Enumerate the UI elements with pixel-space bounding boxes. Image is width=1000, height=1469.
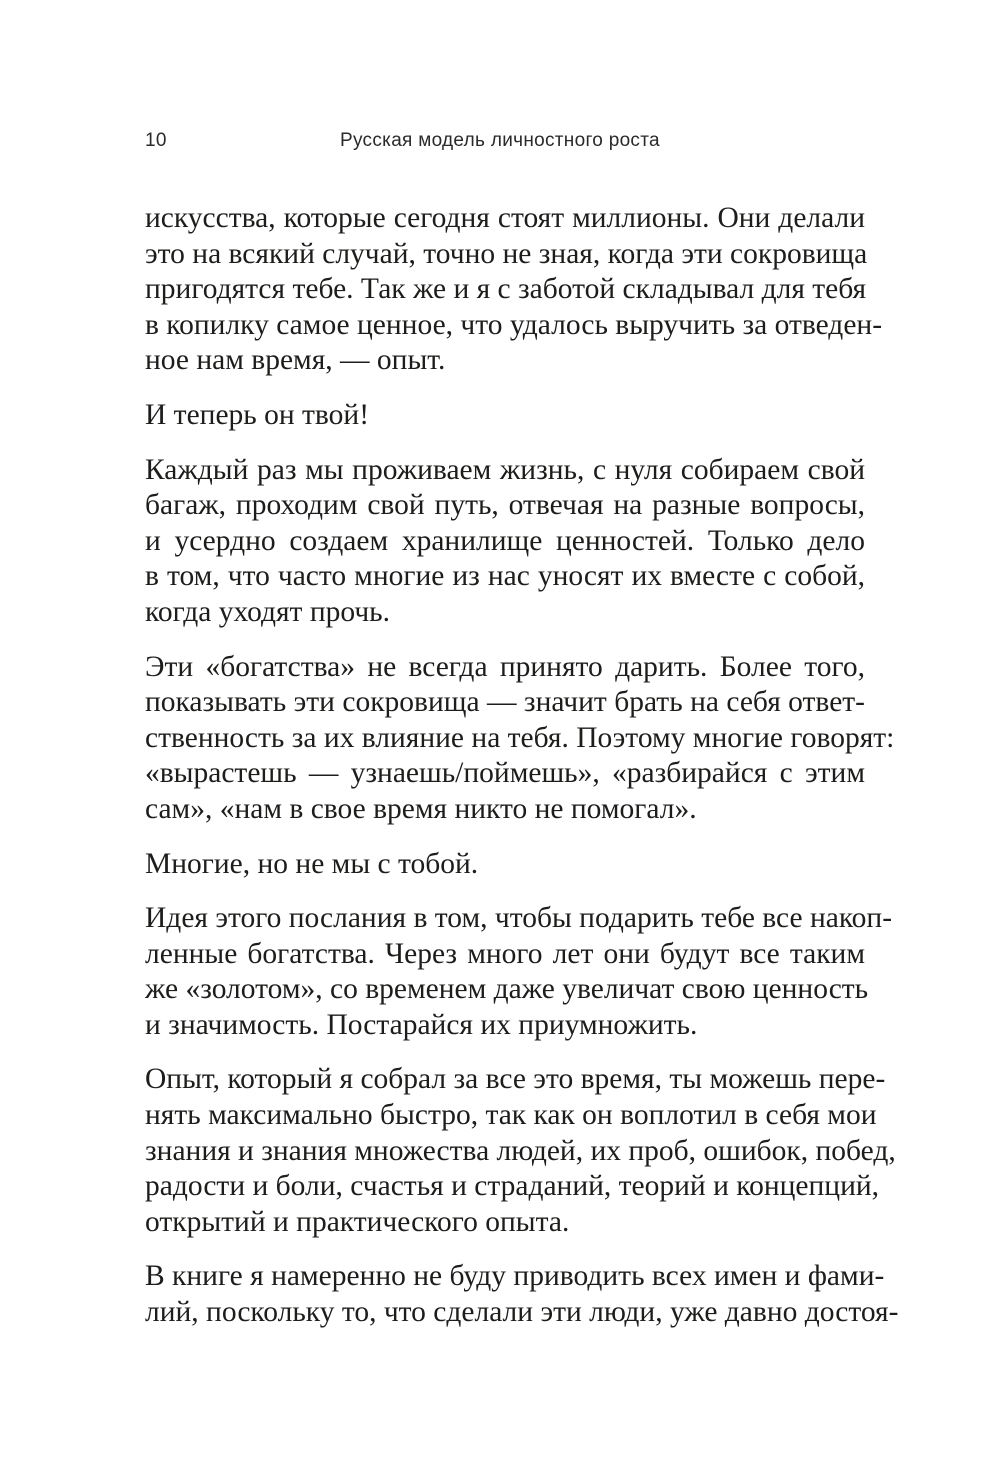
running-head [145, 130, 865, 160]
paragraph [145, 453, 865, 631]
text-line: ное нам время, — опыт. [145, 344, 446, 377]
text-line: Каждый раз мы проживаем жизнь, с нуля собираем свой [145, 453, 865, 486]
text-line: Эти «богатства» не всегда принято дарить. Более того, [145, 650, 865, 683]
paragraph [145, 847, 865, 883]
text-line: открытий и практического опыта. [145, 1205, 570, 1238]
body-text [145, 201, 899, 1350]
text-line: в копилку самое ценное, что удалось выручить за отведен- [145, 308, 883, 341]
text-line: нять максимально быстро, так как он воплотил в себя мои [145, 1099, 877, 1132]
text-line: же «золотом», со временем даже увеличат свою ценность [145, 973, 869, 1006]
text-line: ственность за их влияние на тебя. Поэтому многие говорят: [145, 721, 895, 754]
text-line: когда уходят прочь. [145, 595, 391, 628]
text-line: показывать эти сокровища — значит брать на себя ответ- [145, 686, 865, 719]
paragraph [145, 1062, 896, 1240]
text-line: В книге я намеренно не буду приводить всех имен и фами- [145, 1260, 885, 1293]
text-line: ленные богатства. Через много лет они будут все таким [145, 937, 865, 970]
text-line: «вырастешь — узнаешь/поймешь», «разбирайся с этим [145, 757, 865, 790]
text-line: Опыт, который я собрал за все это время, ты можешь пере- [145, 1063, 886, 1096]
text-line: и значимость. Постарайся их приумножить. [145, 1008, 698, 1041]
text-line: И теперь он твой! [145, 398, 370, 431]
text-line: знания и знания множества людей, их проб, ошибок, побед, [145, 1134, 896, 1167]
paragraph [145, 650, 895, 828]
text-line: это на всякий случай, точно не зная, когда эти сокровища [145, 237, 868, 270]
text-line: искусства, которые сегодня стоят миллионы. Они делали [145, 202, 865, 234]
paragraph [145, 1259, 899, 1330]
text-line: Многие, но не мы с тобой. [145, 847, 479, 880]
paragraph [145, 901, 893, 1043]
text-line: радости и боли, счастья и страданий, теорий и концепций, [145, 1170, 880, 1203]
paragraph [145, 201, 883, 379]
text-line: багаж, проходим свой путь, отвечая на разные вопросы, [145, 489, 865, 522]
text-line: в том, что часто многие из нас уносят их вместе с собой, [145, 560, 865, 593]
page-number: 10 [145, 130, 167, 151]
text-line: сам», «нам в свое время никто не помогал». [145, 792, 697, 825]
paragraph [145, 398, 865, 434]
text-line: пригодятся тебе. Так же и я с заботой складывал для тебя [145, 273, 867, 306]
book-title: Русская модель личностного роста [340, 130, 660, 151]
text-line: лий, поскольку то, что сделали эти люди, уже давно достоя- [145, 1296, 899, 1329]
text-line: и усердно создаем хранилище ценностей. Только дело [145, 524, 865, 557]
text-line: Идея этого послания в том, чтобы подарить тебе все накоп- [145, 902, 893, 935]
